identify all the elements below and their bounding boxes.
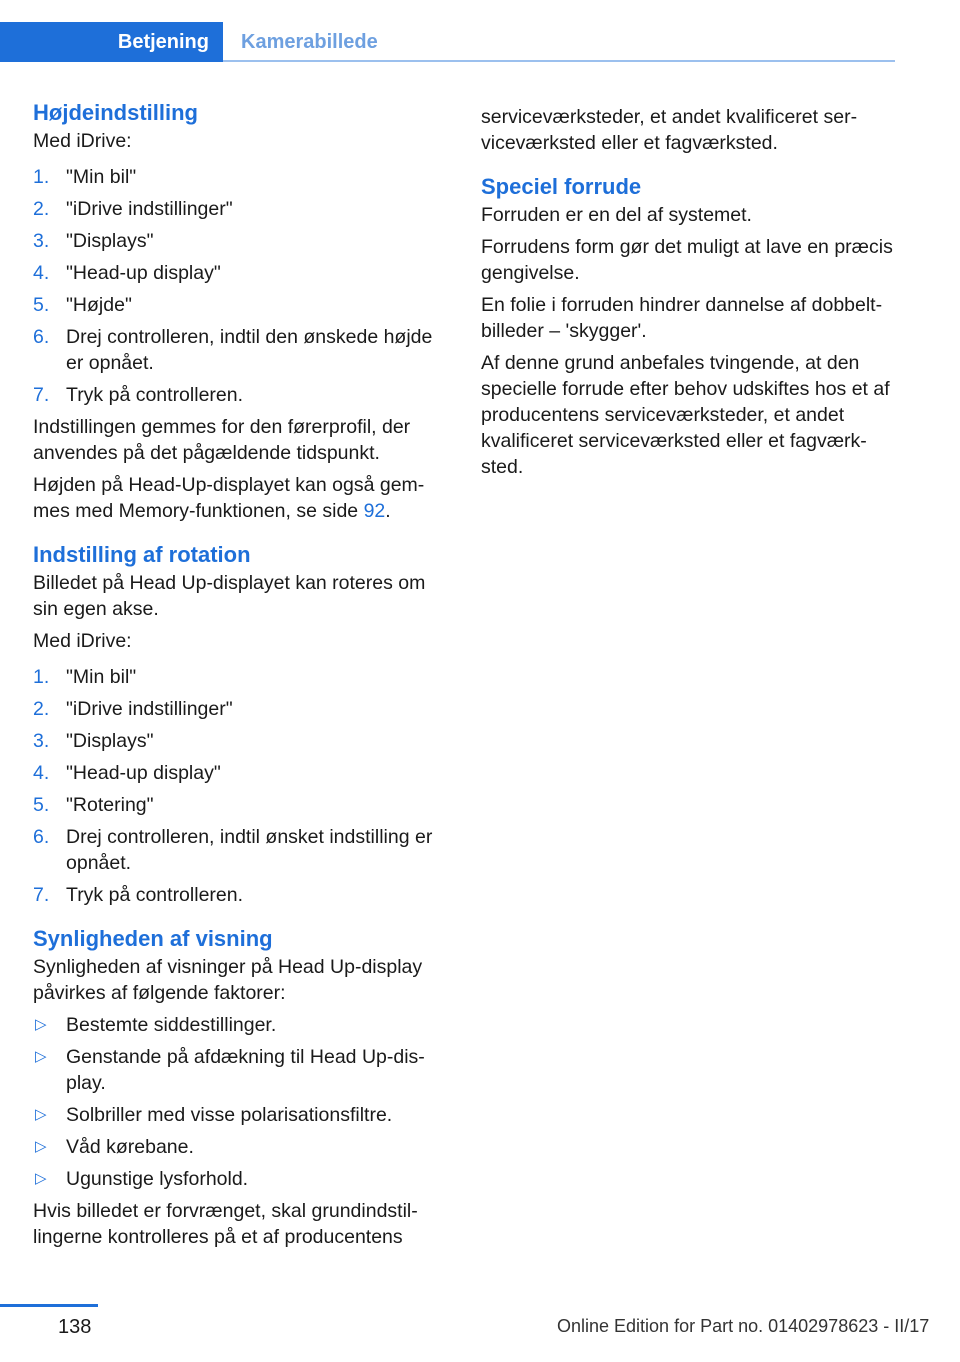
list-item: ▷ Solbriller med visse polarisationsfiltre. xyxy=(35,1104,393,1126)
paragraph-memory: Højden på Head-Up-displayet kan også gemmes med Memory-funktionen, se side 92. xyxy=(33,474,425,522)
list-item: 4. "Head-up display" xyxy=(33,762,221,784)
paragraph-rotation: Billedet på Head Up-displayet kan roteres om sin egen akse. xyxy=(33,572,426,620)
paragraph-system: Forruden er en del af systemet. xyxy=(481,204,752,226)
list-item: ▷ Genstande på afdækning til Head Up-display. xyxy=(35,1046,425,1094)
paragraph-visibility: Synligheden af visninger på Head Up-display påvirkes af følgende faktorer: xyxy=(33,956,423,1004)
paragraph-foil: En folie i forruden hindrer dannelse af dobbeltbilleder – 'skygger'. xyxy=(481,294,883,342)
list-item: 5. "Rotering" xyxy=(33,794,154,816)
left-column xyxy=(33,98,448,1256)
list-item: 5. "Højde" xyxy=(33,294,132,316)
edition-note: Online Edition for Part no. 01402978623 - II/17 xyxy=(557,1316,930,1336)
triangle-bullet-icon: ▷ xyxy=(35,1138,47,1155)
triangle-bullet-icon: ▷ xyxy=(35,1106,47,1123)
list-item: 2. "iDrive indstillinger" xyxy=(33,698,233,720)
steps-list-rotation xyxy=(33,664,448,908)
header-rule xyxy=(223,60,895,62)
heading-visibility: Synligheden af visning xyxy=(33,926,273,951)
footer-accent-bar xyxy=(0,1304,98,1307)
list-item: ▷ Ugunstige lysforhold. xyxy=(35,1168,249,1190)
right-column xyxy=(481,104,896,486)
section-tab-betjening[interactable]: Betjening xyxy=(0,22,223,62)
list-item: 4. "Head-up display" xyxy=(33,262,221,284)
list-item: 1. "Min bil" xyxy=(33,666,137,688)
factors-list xyxy=(33,1012,448,1192)
intro-med-idrive-2: Med iDrive: xyxy=(33,630,132,652)
heading-hojdeindstilling: Højdeindstilling xyxy=(33,100,198,125)
list-item: 1. "Min bil" xyxy=(33,166,137,188)
list-item: 2. "iDrive indstillinger" xyxy=(33,198,233,220)
triangle-bullet-icon: ▷ xyxy=(35,1170,47,1187)
list-item: 3. "Displays" xyxy=(33,230,154,252)
heading-rotation: Indstilling af rotation xyxy=(33,542,251,567)
page-link-92[interactable]: 92 xyxy=(363,500,386,522)
paragraph-distorted: Hvis billedet er forvrænget, skal grundindstillingerne kontrolleres på et af producentens xyxy=(33,1200,418,1248)
page-number: 138 xyxy=(58,1316,92,1338)
triangle-bullet-icon: ▷ xyxy=(35,1048,47,1065)
list-item: ▷ Våd kørebane. xyxy=(35,1136,194,1158)
heading-windscreen: Speciel forrude xyxy=(481,174,642,199)
paragraph-replacement: Af denne grund anbefales tvingende, at den specielle forrude efter behov udskiftes hos et af producentens serviceværksteder, et andet kvalificeret serviceværksted eller et fagværksted. xyxy=(481,352,890,478)
list-item: 6. Drej controlleren, indtil ønsket indstilling er opnået. xyxy=(33,826,433,874)
list-item: 6. Drej controlleren, indtil den ønskede højde er opnået. xyxy=(33,326,433,374)
list-item: ▷ Bestemte siddestillinger. xyxy=(35,1014,277,1036)
page-header xyxy=(0,22,895,62)
paragraph-profile: Indstillingen gemmes for den førerprofil, der anvendes på det pågældende tidspunkt. xyxy=(33,416,411,464)
intro-med-idrive-1: Med iDrive: xyxy=(33,130,132,152)
section-tab-kamerabillede[interactable]: Kamerabillede xyxy=(223,22,895,62)
paragraph-continued: serviceværksteder, et andet kvalificeret serviceværksted eller et fagværksted. xyxy=(481,106,858,154)
list-item: 7. Tryk på controlleren. xyxy=(33,884,244,906)
steps-list-height xyxy=(33,164,448,408)
triangle-bullet-icon: ▷ xyxy=(35,1016,47,1033)
paragraph-shape: Forrudens form gør det muligt at lave en præcis gengivelse. xyxy=(481,236,893,284)
list-item: 7. Tryk på controlleren. xyxy=(33,384,244,406)
list-item: 3. "Displays" xyxy=(33,730,154,752)
